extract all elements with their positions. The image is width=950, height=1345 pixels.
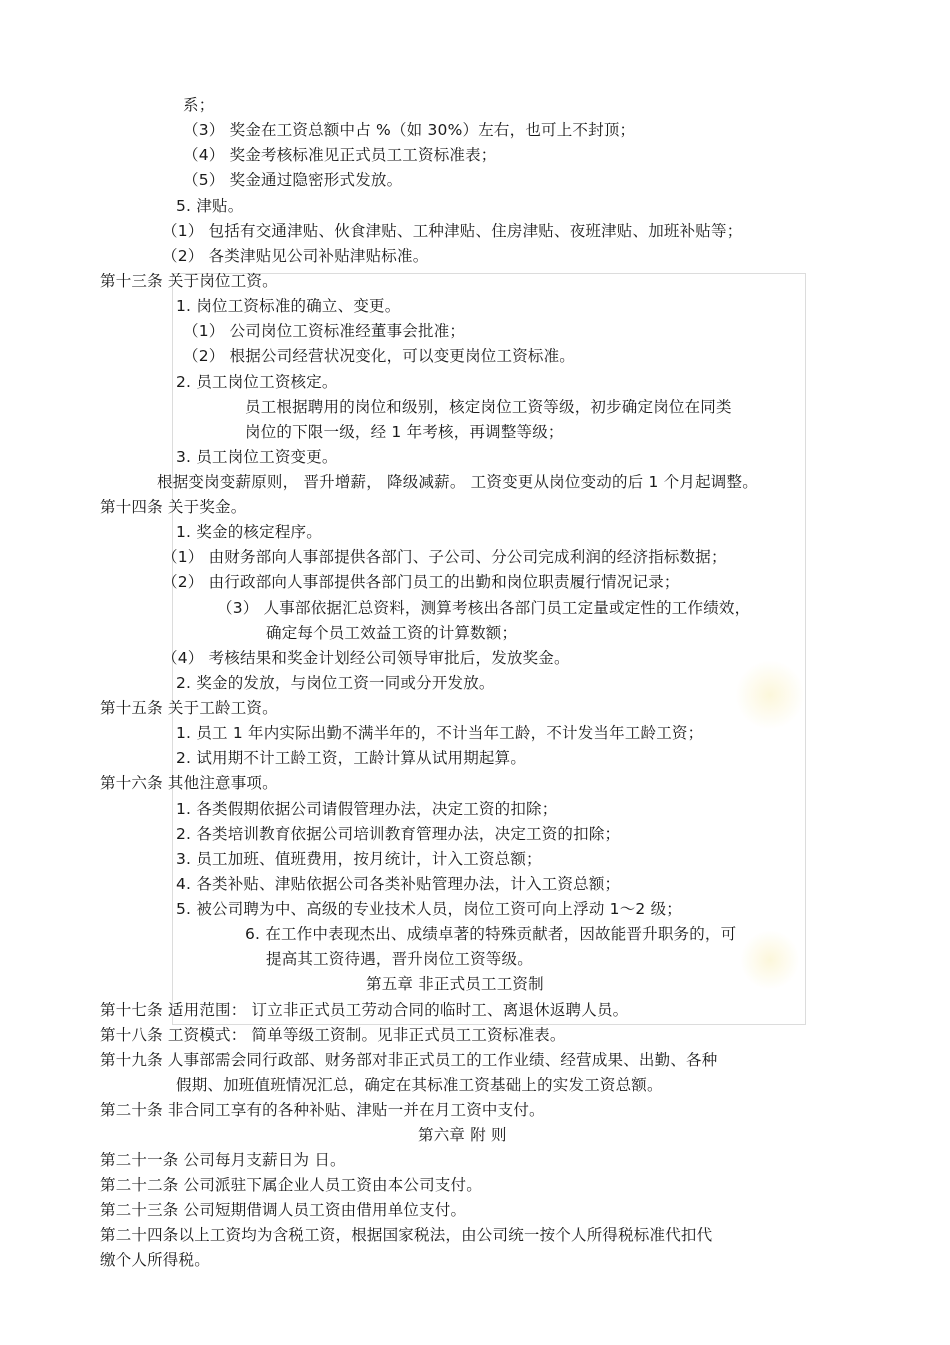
text-line: （3） 奖金在工资总额中占 %（如 30%）左右，也可上不封顶； bbox=[183, 121, 636, 139]
text-line: 员工根据聘用的岗位和级别，核定岗位工资等级，初步确定岗位在同类 bbox=[245, 398, 732, 416]
text-line: 第十六条 其他注意事项。 bbox=[100, 774, 278, 792]
text-line: 根据变岗变薪原则， 晋升增薪， 降级减薪。 工资变更从岗位变动的后 1 个月起调整。 bbox=[157, 473, 758, 491]
text-line: 假期、加班值班情况汇总，确定在其标准工资基础上的实发工资总额。 bbox=[176, 1076, 663, 1094]
text-line: 5. 津贴。 bbox=[176, 197, 244, 215]
page-smudge bbox=[735, 660, 805, 730]
text-line: 岗位的下限一级，经 1 年考核，再调整等级； bbox=[245, 423, 564, 441]
text-line: 1. 岗位工资标准的确立、变更。 bbox=[176, 297, 401, 315]
text-line: 第二十条 非合同工享有的各种补贴、津贴一并在月工资中支付。 bbox=[100, 1101, 545, 1119]
text-line: 1. 奖金的核定程序。 bbox=[176, 523, 322, 541]
text-line: （2） 由行政部向人事部提供各部门员工的出勤和岗位职责履行情况记录； bbox=[162, 573, 680, 591]
text-line: 4. 各类补贴、津贴依据公司各类补贴管理办法，计入工资总额； bbox=[176, 875, 621, 893]
text-line: 第十四条 关于奖金。 bbox=[100, 498, 247, 516]
text-line: 3. 员工岗位工资变更。 bbox=[176, 448, 338, 466]
text-line: 2. 试用期不计工龄工资，工龄计算从试用期起算。 bbox=[176, 749, 527, 767]
text-line: 第十三条 关于岗位工资。 bbox=[100, 272, 278, 290]
text-line: 第六章 附 则 bbox=[418, 1126, 507, 1144]
text-line: 1. 员工 1 年内实际出勤不满半年的，不计当年工龄，不计发当年工龄工资； bbox=[176, 724, 704, 742]
text-line: 第二十三条 公司短期借调人员工资由借用单位支付。 bbox=[100, 1201, 467, 1219]
text-line: 系； bbox=[183, 96, 215, 114]
text-line: 6. 在工作中表现杰出、成绩卓著的特殊贡献者，因故能晋升职务的，可 bbox=[245, 925, 737, 943]
text-line: （2） 根据公司经营状况变化，可以变更岗位工资标准。 bbox=[183, 347, 575, 365]
text-line: （1） 包括有交通津贴、伙食津贴、工种津贴、住房津贴、夜班津贴、加班补贴等； bbox=[162, 222, 743, 240]
page-smudge bbox=[740, 930, 800, 990]
text-line: 第二十二条 公司派驻下属企业人员工资由本公司支付。 bbox=[100, 1176, 482, 1194]
text-line: 1. 各类假期依据公司请假管理办法，决定工资的扣除； bbox=[176, 800, 558, 818]
text-line: （2） 各类津贴见公司补贴津贴标准。 bbox=[162, 247, 429, 265]
text-line: 第五章 非正式员工工资制 bbox=[366, 975, 544, 993]
text-line: 第十八条 工资模式： 简单等级工资制。见非正式员工工资标准表。 bbox=[100, 1026, 566, 1044]
text-line: 2. 奖金的发放，与岗位工资一同或分开发放。 bbox=[176, 674, 495, 692]
text-line: 第十五条 关于工龄工资。 bbox=[100, 699, 278, 717]
text-line: （3） 人事部依据汇总资料，测算考核出各部门员工定量或定性的工作绩效， bbox=[217, 599, 751, 617]
text-line: 确定每个员工效益工资的计算数额； bbox=[266, 624, 518, 642]
text-line: 2. 各类培训教育依据公司培训教育管理办法，决定工资的扣除； bbox=[176, 825, 621, 843]
text-line: （4） 考核结果和奖金计划经公司领导审批后，发放奖金。 bbox=[162, 649, 570, 667]
text-line: （4） 奖金考核标准见正式员工工资标准表； bbox=[183, 146, 497, 164]
text-line: （1） 公司岗位工资标准经董事会批准； bbox=[183, 322, 466, 340]
text-line: 第二十一条 公司每月支薪日为 日。 bbox=[100, 1151, 346, 1169]
text-line: 2. 员工岗位工资核定。 bbox=[176, 373, 338, 391]
text-line: （5） 奖金通过隐密形式发放。 bbox=[183, 171, 403, 189]
text-line: 缴个人所得税。 bbox=[100, 1251, 210, 1269]
text-line: 第二十四条以上工资均为含税工资，根据国家税法，由公司统一按个人所得税标准代扣代 bbox=[100, 1226, 713, 1244]
text-line: （1） 由财务部向人事部提供各部门、子公司、分公司完成利润的经济指标数据； bbox=[162, 548, 727, 566]
text-line: 提高其工资待遇，晋升岗位工资等级。 bbox=[266, 950, 533, 968]
text-line: 5. 被公司聘为中、高级的专业技术人员，岗位工资可向上浮动 1～2 级； bbox=[176, 900, 682, 918]
text-line: 第十七条 适用范围： 订立非正式员工劳动合同的临时工、离退休返聘人员。 bbox=[100, 1001, 629, 1019]
text-line: 3. 员工加班、值班费用，按月统计，计入工资总额； bbox=[176, 850, 542, 868]
text-line: 第十九条 人事部需会同行政部、财务部对非正式员工的工作业绩、经营成果、出勤、各种 bbox=[100, 1051, 718, 1069]
